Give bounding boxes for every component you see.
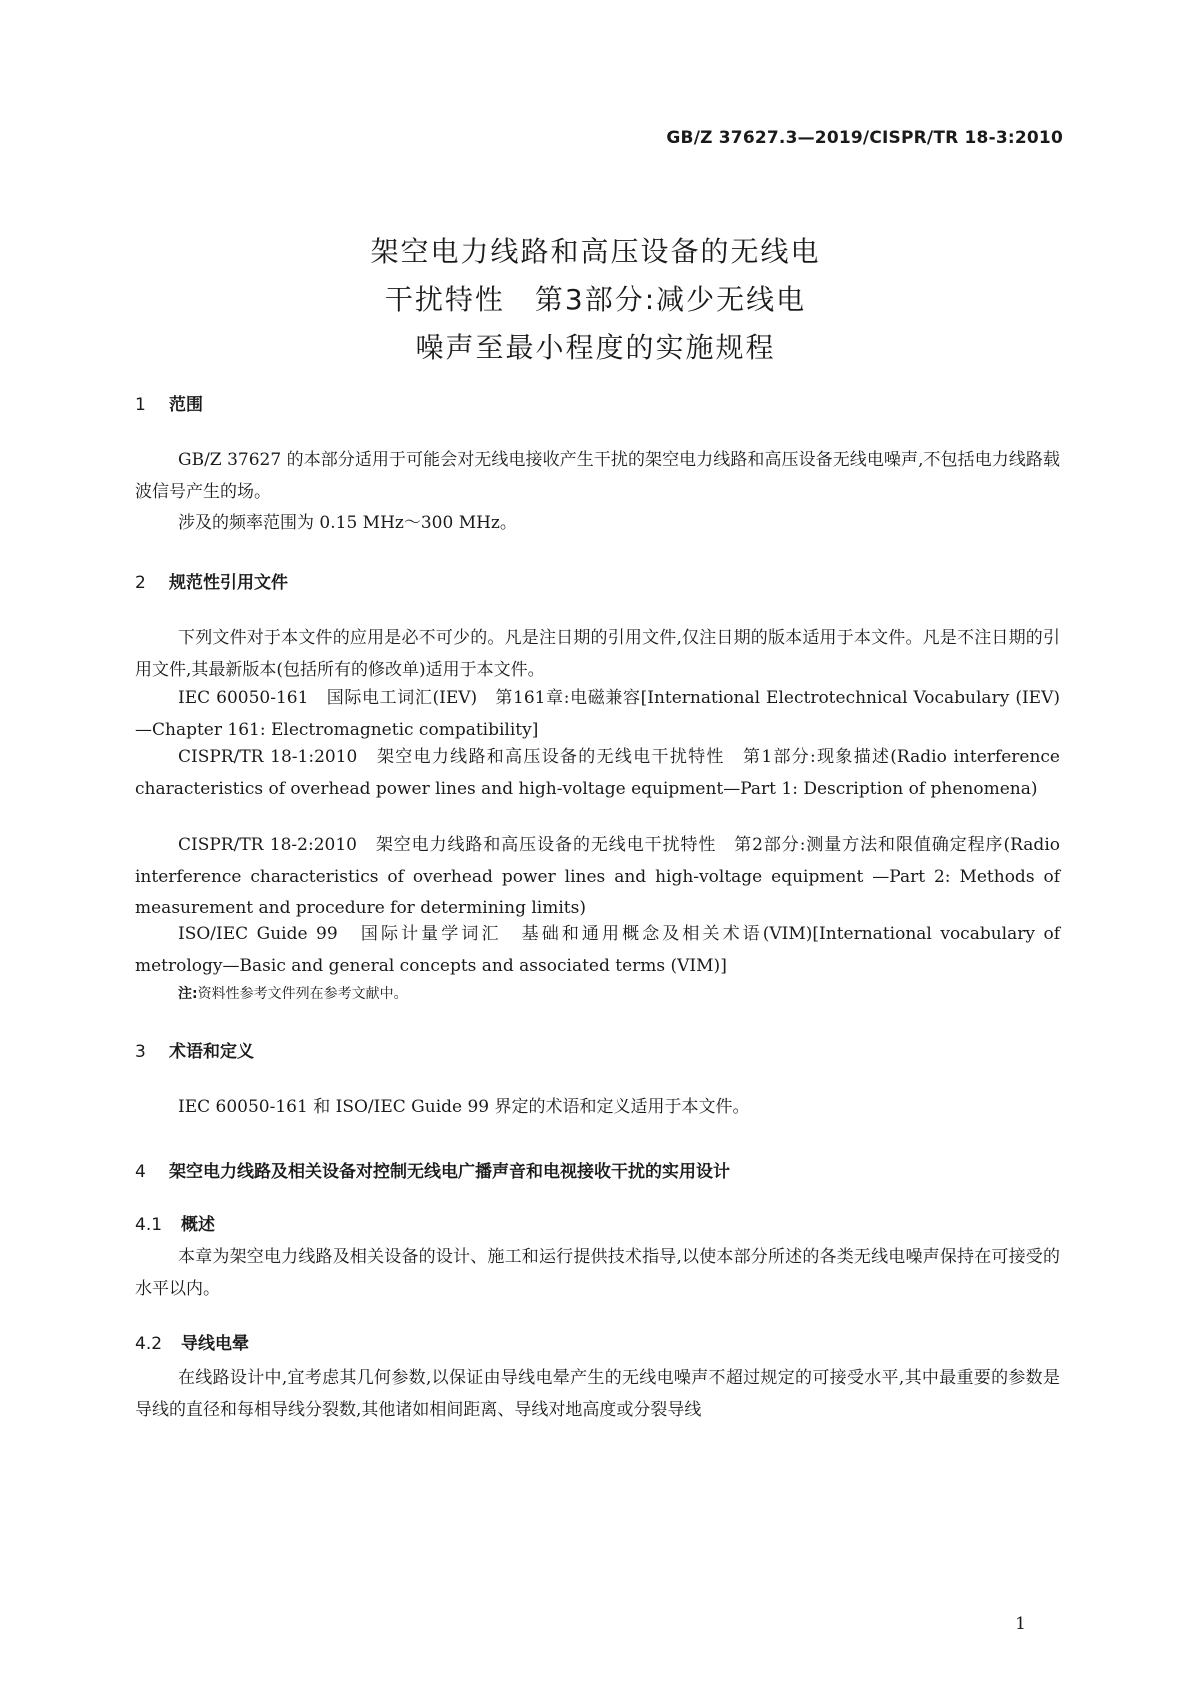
note: [178, 983, 408, 1003]
paragraph: 下列文件对于本文件的应用是必不可少的。凡是注日期的引用文件,仅注日期的版本适用于本文件。凡是不注日期的引用文件,其最新版本(包括所有的修改单)适用于本文件。: [135, 628, 1060, 680]
section-4-2-heading: [135, 1329, 249, 1354]
section-4-1-heading: [135, 1210, 215, 1235]
paragraph: GB/Z 37627 的本部分适用于可能会对无线电接收产生干扰的架空电力线路和高压设备无线电噪声,不包括电力线路载波信号产生的场。: [135, 450, 1060, 502]
note-text: 资料性参考文件列在参考文献中。: [197, 986, 408, 1002]
section-title: 概述: [181, 1215, 215, 1235]
title-line-1: 架空电力线路和高压设备的无线电: [370, 235, 821, 268]
section-number: 4: [135, 1162, 146, 1182]
section-3-heading: [135, 1037, 254, 1062]
paragraph: 在线路设计中,宜考虑其几何参数,以保证由导线电晕产生的无线电噪声不超过规定的可接受水平,其中最重要的参数是导线的直径和每相导线分裂数,其他诸如相间距离、导线对地高度或分裂导线: [135, 1368, 1060, 1420]
section-number: 1: [135, 395, 146, 415]
title-line-3: 噪声至最小程度的实施规程: [415, 331, 776, 364]
section-2-heading: [135, 568, 288, 593]
note-label: 注:: [178, 986, 198, 1002]
section-title: 规范性引用文件: [169, 573, 288, 593]
section-title: 导线电晕: [181, 1334, 249, 1354]
section-title: 范围: [169, 395, 203, 415]
section-number: 4.2: [135, 1334, 163, 1354]
section-title: 架空电力线路及相关设备对控制无线电广播声音和电视接收干扰的实用设计: [169, 1162, 730, 1182]
section-4-heading: [135, 1157, 730, 1182]
document-title: [0, 228, 1191, 372]
paragraph: IEC 60050-161 和 ISO/IEC Guide 99 界定的术语和定义适用于本文件。: [178, 1097, 750, 1117]
section-number: 3: [135, 1042, 146, 1062]
reference-item: CISPR/TR 18-2:2010 架空电力线路和高压设备的无线电干扰特性 第2部分:测量方法和限值确定程序(Radio interference characteristics of overhead power lines and high-voltage equipment —Part 2: Methods of measurement and procedure for determining limits): [135, 835, 1060, 918]
reference-item: CISPR/TR 18-1:2010 架空电力线路和高压设备的无线电干扰特性 第1部分:现象描述(Radio interference characteristics of overhead power lines and high-voltage equipment—Part 1: Description of phenomena): [135, 747, 1060, 799]
section-number: 2: [135, 573, 146, 593]
section-title: 术语和定义: [169, 1042, 254, 1062]
paragraph: 本章为架空电力线路及相关设备的设计、施工和运行提供技术指导,以使本部分所述的各类无线电噪声保持在可接受的水平以内。: [135, 1247, 1060, 1299]
title-line-2: 干扰特性 第3部分:减少无线电: [384, 283, 807, 316]
page-number: 1: [1015, 1614, 1026, 1634]
reference-item: IEC 60050-161 国际电工词汇(IEV) 第161章:电磁兼容[International Electrotechnical Vocabulary (IEV)—Chapter 161: Electromagnetic compatibility]: [135, 688, 1060, 740]
standard-number: GB/Z 37627.3—2019/CISPR/TR 18-3:2010: [666, 128, 1063, 148]
section-number: 4.1: [135, 1215, 163, 1235]
reference-item: ISO/IEC Guide 99 国际计量学词汇 基础和通用概念及相关术语(VIM)[International vocabulary of metrology—Basic and general concepts and associated terms (VIM)]: [135, 924, 1060, 976]
section-1-heading: [135, 390, 203, 415]
paragraph: 涉及的频率范围为 0.15 MHz～300 MHz。: [178, 513, 517, 533]
